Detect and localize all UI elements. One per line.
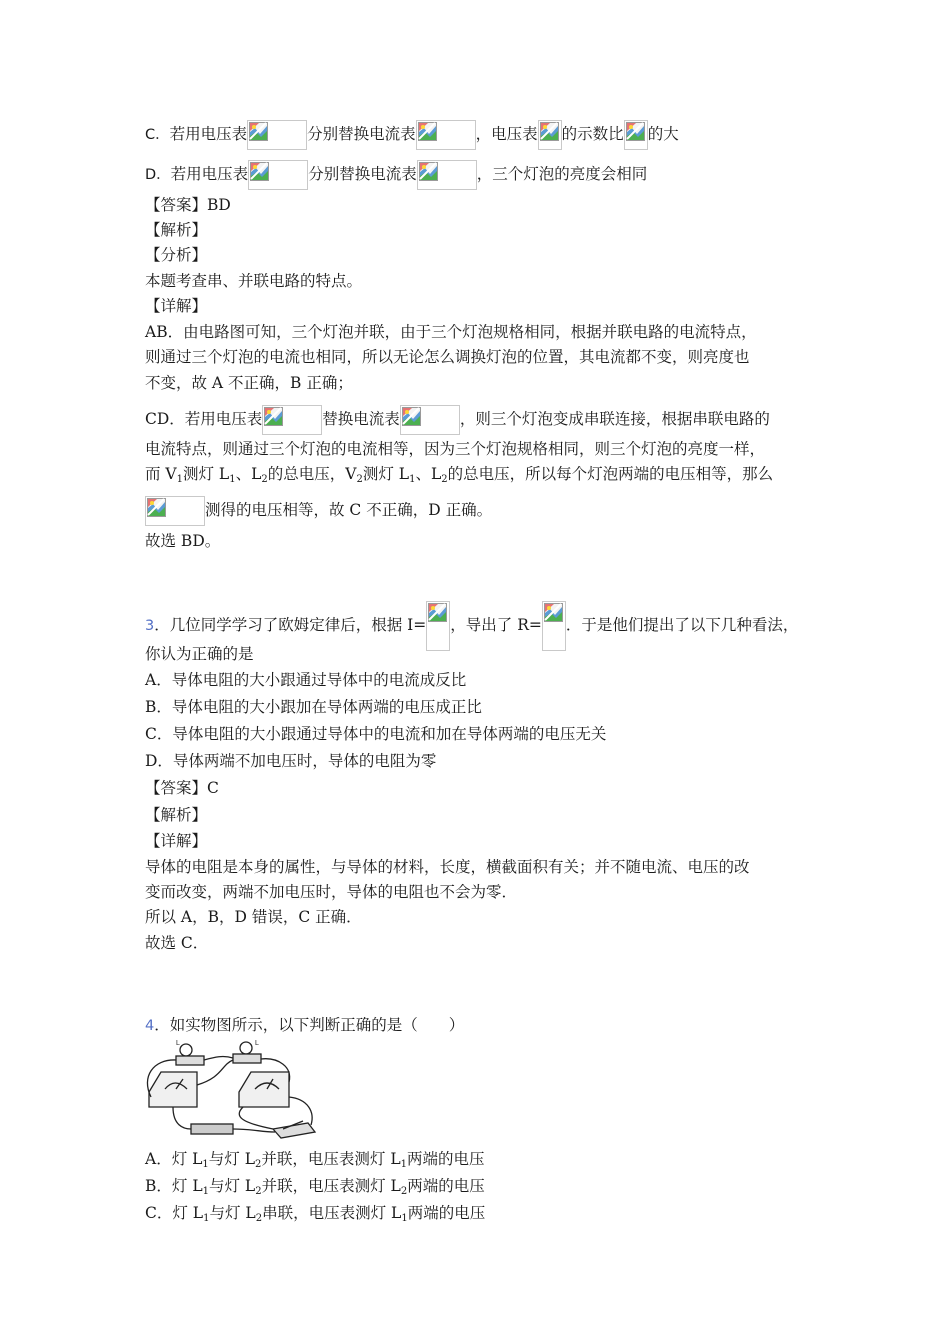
answer-label: 【答案】C	[145, 779, 219, 797]
text: ，则三个灯泡变成串联连接，根据串联电路的	[459, 410, 770, 428]
text: 与灯 L	[208, 1150, 256, 1168]
q3-stem-cont: 你认为正确的是	[145, 645, 254, 663]
explanation-line: 导体的电阻是本身的属性，与导体的材料，长度，横截面积有关；并不随电流、电压的改	[145, 858, 750, 876]
q3-option-b: B．导体电阻的大小跟加在导体两端的电压成正比	[145, 698, 482, 716]
text: 并联，电压表测灯 L	[261, 1177, 401, 1195]
broken-image-icon	[400, 405, 460, 435]
subscript: 1	[176, 474, 183, 485]
text: A．灯 L	[145, 1150, 203, 1168]
q4-option-a	[145, 1148, 485, 1170]
final-answer: 故选 C．	[145, 934, 209, 952]
question-number: 3	[145, 618, 155, 634]
text: 并联，电压表测灯 L	[261, 1150, 401, 1168]
svg-text:L: L	[255, 1040, 259, 1047]
explanation-line: 不变，故 A 不正确，B 正确；	[145, 374, 353, 392]
text: ，电压表	[475, 125, 538, 143]
explanation-line: 变而改变，两端不加电压时，导体的电阻也不会为零．	[145, 883, 518, 901]
text: C．灯 L	[145, 1204, 204, 1222]
broken-image-icon	[542, 601, 566, 651]
text: ，三个灯泡的亮度会相同	[476, 165, 648, 183]
explanation-line	[145, 496, 492, 526]
broken-image-icon	[262, 405, 322, 435]
q4-stem	[145, 1014, 464, 1037]
text: 而 V	[145, 465, 177, 483]
q4-option-b	[145, 1175, 485, 1197]
analysis-label: 【解析】	[145, 221, 208, 239]
text: 测灯 L	[362, 465, 410, 483]
text: ．如实物图所示，以下判断正确的是（ ）	[154, 1016, 465, 1034]
text: 、L	[415, 465, 442, 483]
text: ，导出了 R=	[450, 616, 542, 634]
text: 的总电压，所以每个灯泡两端的电压相等，那么	[447, 465, 774, 483]
text: 与灯 L	[209, 1204, 256, 1222]
text: 、L	[235, 465, 262, 483]
fenxi-text: 本题考查串、并联电路的特点。	[145, 272, 363, 290]
subscript: 1	[401, 1213, 408, 1224]
text: 两端的电压	[407, 1204, 486, 1222]
q4-option-c	[145, 1202, 485, 1224]
explanation-line-v1v2	[145, 463, 773, 485]
fenxi-label: 【分析】	[145, 246, 208, 264]
q3-option-c: C．导体电阻的大小跟通过导体中的电流和加在导体两端的电压无关	[145, 725, 607, 743]
detail-label: 【详解】	[145, 832, 208, 850]
text: 测灯 L	[183, 465, 230, 483]
broken-image-icon	[247, 120, 307, 150]
broken-image-icon	[538, 120, 562, 150]
broken-image-icon	[417, 160, 477, 190]
subscript: 1	[400, 1159, 408, 1170]
q2-option-c	[145, 120, 679, 150]
option-label: C．	[145, 127, 170, 143]
svg-text:L: L	[176, 1040, 180, 1047]
explanation-line-cd	[145, 405, 770, 435]
circuit-photo	[143, 1037, 323, 1143]
text: B．灯 L	[145, 1177, 203, 1195]
text: 串联，电压表测灯 L	[262, 1204, 402, 1222]
text: 两端的电压	[407, 1177, 485, 1195]
detail-label: 【详解】	[145, 297, 208, 315]
text: CD．若用电压表	[145, 410, 263, 428]
text: 两端的电压	[407, 1150, 485, 1168]
option-label: D．	[145, 167, 171, 183]
subscript: 1	[202, 1159, 209, 1170]
subscript: 2	[255, 1186, 262, 1197]
explanation-line: AB．由电路图可知，三个灯泡并联，由于三个灯泡规格相同，根据并联电路的电流特点，	[145, 323, 757, 341]
text: 替换电流表	[322, 410, 400, 428]
subscript: 1	[229, 474, 236, 485]
subscript: 1	[202, 1186, 209, 1197]
final-answer: 故选 BD。	[145, 532, 221, 550]
q3-option-a: A．导体电阻的大小跟通过导体中的电流成反比	[145, 671, 467, 689]
subscript: 2	[400, 1186, 408, 1197]
broken-image-icon	[426, 601, 450, 651]
explanation-line: 则通过三个灯泡的电流也相同，所以无论怎么调换灯泡的位置，其电流都不变，则亮度也	[145, 348, 750, 366]
question-number: 4	[145, 1018, 155, 1034]
subscript: 2	[255, 1213, 263, 1224]
broken-image-icon	[624, 120, 648, 150]
text: 若用电压表	[170, 165, 249, 183]
explanation-line: 电流特点，则通过三个灯泡的电流相等，因为三个灯泡规格相同，则三个灯泡的亮度一样，	[145, 440, 766, 458]
q2-option-d	[145, 160, 647, 190]
text: 的大	[647, 125, 679, 143]
text: 与灯 L	[209, 1177, 256, 1195]
analysis-label: 【解析】	[145, 806, 208, 824]
text: ．于是他们提出了以下几种看法，	[565, 616, 799, 634]
text: 若用电压表	[169, 125, 248, 143]
text: 测得的电压相等，故 C 不正确，D 正确。	[205, 501, 493, 519]
text: ．几位同学学习了欧姆定律后，根据 I=	[154, 616, 427, 634]
text: 分别替换电流表	[308, 165, 417, 183]
text: 的总电压，V	[267, 465, 357, 483]
subscript: 1	[409, 474, 416, 485]
subscript: 2	[356, 474, 363, 485]
broken-image-icon	[416, 120, 476, 150]
broken-image-icon	[248, 160, 308, 190]
text: 分别替换电流表	[307, 125, 416, 143]
subscript: 2	[255, 1159, 262, 1170]
broken-image-icon	[145, 496, 205, 526]
subscript: 1	[203, 1213, 210, 1224]
answer-label: 【答案】BD	[145, 196, 231, 214]
explanation-line: 所以 A，B，D 错误，C 正确．	[145, 908, 362, 926]
text: 的示数比	[561, 125, 624, 143]
subscript: 2	[441, 474, 448, 485]
subscript: 2	[261, 474, 268, 485]
q3-option-d: D．导体两端不加电压时，导体的电阻为零	[145, 752, 437, 770]
